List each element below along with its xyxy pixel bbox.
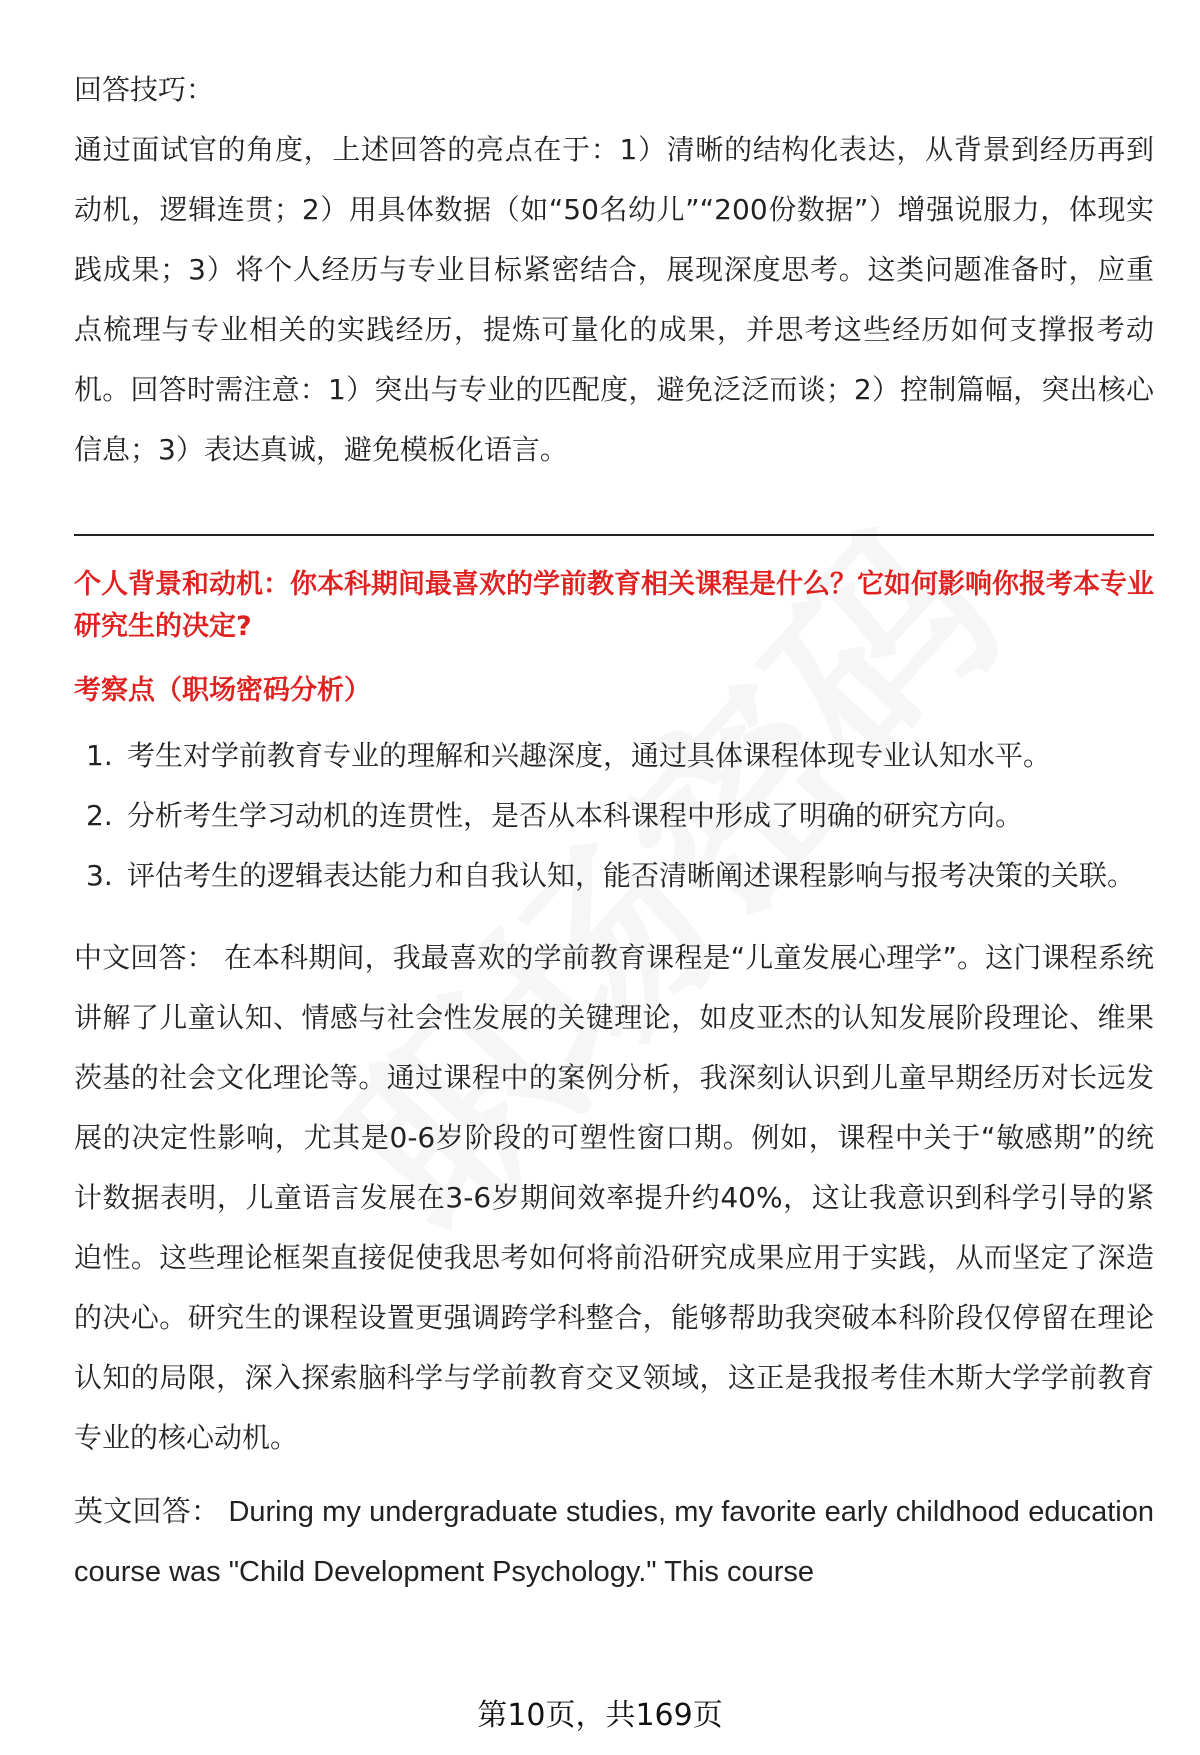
list-item-text: 考生对学前教育专业的理解和兴趣深度，通过具体课程体现专业认知水平。 [127, 739, 1052, 772]
english-answer-label: 英文回答： [74, 1496, 221, 1528]
chinese-answer-label: 中文回答： [74, 941, 215, 974]
list-item [74, 786, 1154, 846]
english-answer [74, 1482, 1154, 1602]
list-item-number: 3. [86, 859, 113, 892]
list-item-number: 2. [86, 799, 113, 832]
english-answer-text: During my undergraduate studies, my favorite early childhood education course was "Child Development Psychology." This course [74, 1496, 1154, 1588]
list-item [74, 726, 1154, 786]
list-item-text: 分析考生学习动机的连贯性，是否从本科课程中形成了明确的研究方向。 [127, 799, 1024, 832]
assessment-points-heading: 考察点（职场密码分析） [74, 675, 371, 706]
list-item [74, 846, 1154, 906]
chinese-answer-section [74, 928, 1154, 1468]
question-section [74, 564, 1154, 906]
chinese-answer-text: 在本科期间，我最喜欢的学前教育课程是“儿童发展心理学”。这门课程系统讲解了儿童认知、情感与社会性发展的关键理论，如皮亚杰的认知发展阶段理论、维果茨基的社会文化理论等。通过课程中的案例分析，我深刻认识到儿童早期经历对长远发展的决定性影响，尤其是0-6岁阶段的可塑性窗口期。例如，课程中关于“敏感期”的统计数据表明，儿童语言发展在3-6岁期间效率提升约40%，这让我意识到科学引导的紧迫性。这些理论框架直接促使我思考如何将前沿研究成果应用于实践，从而坚定了深造的决心。研究生的课程设置更强调跨学科整合，能够帮助我突破本科阶段仅停留在理论认知的局限，深入探索脑科学与学前教育交叉领域，这正是我报考佳木斯大学学前教育专业的核心动机。 [74, 941, 1154, 1454]
tips-body: 通过面试官的角度，上述回答的亮点在于：1）清晰的结构化表达，从背景到经历再到动机，逻辑连贯；2）用具体数据（如“50名幼儿”“200份数据”）增强说服力，体现实践成果；3）将个人经历与专业目标紧密结合，展现深度思考。这类问题准备时，应重点梳理与专业相关的实践经历，提炼可量化的成果，并思考这些经历如何支撑报考动机。回答时需注意：1）突出与专业的匹配度，避免泛泛而谈；2）控制篇幅，突出核心信息；3）表达真诚，避免模板化语言。 [74, 133, 1154, 466]
english-answer-section [74, 1482, 1154, 1602]
list-item-text: 评估考生的逻辑表达能力和自我认知，能否清晰阐述课程影响与报考决策的关联。 [127, 859, 1136, 892]
chinese-answer [74, 928, 1154, 1468]
assessment-points-list [74, 726, 1154, 906]
tips-heading: 回答技巧： [74, 73, 215, 106]
list-item-number: 1. [86, 739, 113, 772]
page-footer: 第10页，共169页 [477, 1698, 723, 1733]
section-divider [74, 534, 1154, 536]
document-page [74, 60, 1154, 1602]
question-title: 个人背景和动机：你本科期间最喜欢的学前教育相关课程是什么？它如何影响你报考本专业研究生的决定? [74, 569, 1154, 642]
answer-tips-section [74, 60, 1154, 480]
